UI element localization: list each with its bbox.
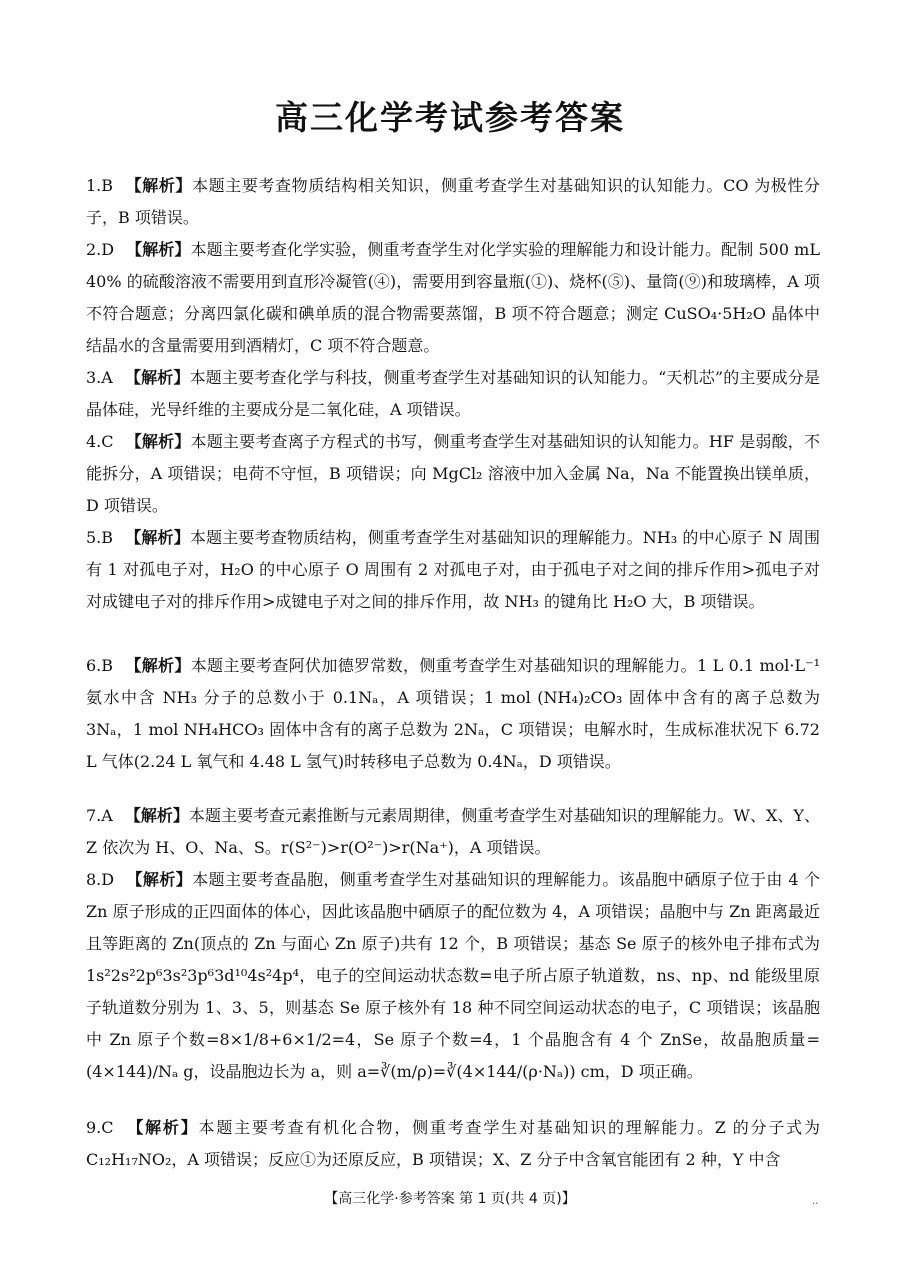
answer-item-3 xyxy=(86,362,820,426)
analysis-text: 本题主要考查物质结构，侧重考查学生对基础知识的理解能力。NH₃ 的中心原子 N 周围有 1 对孤电子对，H₂O 的中心原子 O 周围有 2 对孤电子对，由于孤电子对之间的排斥作用>孤电子对对成键电子对的排斥作用>成键电子对之间的排斥作用，故 NH₃ 的键角比 H₂O 大，B 项错误。 xyxy=(86,528,820,611)
analysis-text: 本题主要考查化学与科技，侧重考查学生对基础知识的认知能力。“天机芯”的主要成分是晶体硅，光导纤维的主要成分是二氧化硅，A 项错误。 xyxy=(86,368,820,419)
item-number: 7. xyxy=(86,806,102,825)
item-number: 4. xyxy=(86,432,102,451)
analysis-text: 本题主要考查晶胞，侧重考查学生对基础知识的理解能力。该晶胞中硒原子位于由 4 个 Zn 原子形成的正四面体的体心，因此该晶胞中硒原子的配位数为 4，A 项错误；晶胞中与 Zn 距离最近且等距离的 Zn(顶点的 Zn 与面心 Zn 原子)共有 12 个，B 项错误；基态 Se 原子的核外电子排布式为 1s²2s²2p⁶3s²3p⁶3d¹⁰4s²4p⁴，电子的空间运动状态数=电子所占原子轨道数，ns、np、nd 能级里原子轨道数分别为 1、3、5，则基态 Se 原子核外有 18 种不同空间运动状态的电子，C 项错误；该晶胞中 Zn 原子个数=8×1/8+6×1/2=4，Se 原子个数=4，1 个晶胞含有 4 个 ZnSe，故晶胞质量=(4×144)/Nₐ g，设晶胞边长为 a，则 a=∛(m/ρ)=∛(4×144/(ρ·Nₐ)) cm，D 项正确。 xyxy=(86,870,820,1081)
analysis-tag: 【解析】 xyxy=(125,432,191,451)
analysis-tag: 【解析】 xyxy=(126,870,193,889)
item-answer: B xyxy=(101,528,114,547)
answer-item-5 xyxy=(86,522,820,618)
analysis-text: 本题主要考查阿伏加德罗常数，侧重考查学生对基础知识的理解能力。1 L 0.1 mol·L⁻¹ 氨水中含 NH₃ 分子的总数小于 0.1Nₐ，A 项错误；1 mol (NH₄)₂CO₃ 固体中含有的离子总数为 3Nₐ，1 mol NH₄HCO₃ 固体中含有的离子总数为 2Nₐ，C 项错误；电解水时，生成标准状况下 6.72 L 气体(2.24 L 氧气和 4.48 L 氢气)时转移电子总数为 0.4Nₐ，D 项错误。 xyxy=(86,656,820,771)
answer-item-8 xyxy=(86,864,820,1088)
item-answer: B xyxy=(101,656,114,675)
analysis-text: 本题主要考查有机化合物，侧重考查学生对基础知识的理解能力。Z 的分子式为 C₁₂H₁₇NO₂，A 项错误；反应①为还原反应，B 项错误；X、Z 分子中含氧官能团有 2 种，Y 中含 xyxy=(86,1118,820,1169)
item-answer: A xyxy=(101,806,113,825)
analysis-tag: 【解析】 xyxy=(124,806,189,825)
answer-item-6 xyxy=(86,650,820,778)
item-number: 9. xyxy=(86,1118,102,1137)
item-number: 1. xyxy=(86,176,102,195)
answer-item-2 xyxy=(86,234,820,362)
corner-mark: .. xyxy=(812,1196,819,1207)
analysis-text: 本题主要考查物质结构相关知识，侧重考查学生对基础知识的认知能力。CO 为极性分子，B 项错误。 xyxy=(86,176,820,227)
analysis-text: 本题主要考查离子方程式的书写，侧重考查学生对基础知识的认知能力。HF 是弱酸，不能拆分，A 项错误；电荷不守恒，B 项错误；向 MgCl₂ 溶液中加入金属 Na，Na 不能置换出镁单质，D 项错误。 xyxy=(86,432,820,515)
answer-item-9 xyxy=(86,1112,820,1176)
item-answer: B xyxy=(101,176,114,195)
answer-item-7 xyxy=(86,800,820,864)
item-number: 2. xyxy=(86,240,102,259)
item-number: 6. xyxy=(86,656,102,675)
answer-item-4 xyxy=(86,426,820,522)
analysis-text: 本题主要考查元素推断与元素周期律，侧重考查学生对基础知识的理解能力。W、X、Y、Z 依次为 H、O、Na、S。r(S²⁻)>r(O²⁻)>r(Na⁺)，A 项错误。 xyxy=(86,806,820,857)
page-footer: 【高三化学·参考答案 第 1 页(共 4 页)】 xyxy=(324,1191,576,1207)
analysis-tag: 【解析】 xyxy=(126,240,191,259)
analysis-tag: 【解析】 xyxy=(125,656,191,675)
item-answer: C xyxy=(101,432,114,451)
item-number: 5. xyxy=(86,528,102,547)
analysis-text: 本题主要考查化学实验，侧重考查学生对化学实验的理解能力和设计能力。配制 500 mL 40% 的硫酸溶液不需要用到直形冷凝管(④)，需要用到容量瓶(①)、烧杯(⑤)、量筒(⑨)和玻璃棒，A 项不符合题意；分离四氯化碳和碘单质的混合物需要蒸馏，B 项不符合题意；测定 CuSO₄·5H₂O 晶体中结晶水的含量需要用到酒精灯，C 项不符合题意。 xyxy=(86,240,820,355)
item-answer: C xyxy=(101,1118,114,1137)
analysis-tag: 【解析】 xyxy=(125,1118,199,1137)
page-title: 高三化学考试参考答案 xyxy=(275,98,625,137)
answer-item-1 xyxy=(86,170,820,234)
item-answer: A xyxy=(101,368,113,387)
analysis-tag: 【解析】 xyxy=(125,528,190,547)
item-answer: D xyxy=(101,240,115,259)
item-number: 3. xyxy=(86,368,102,387)
item-number: 8. xyxy=(86,870,102,889)
item-answer: D xyxy=(101,870,115,889)
analysis-tag: 【解析】 xyxy=(125,176,193,195)
analysis-tag: 【解析】 xyxy=(124,368,190,387)
